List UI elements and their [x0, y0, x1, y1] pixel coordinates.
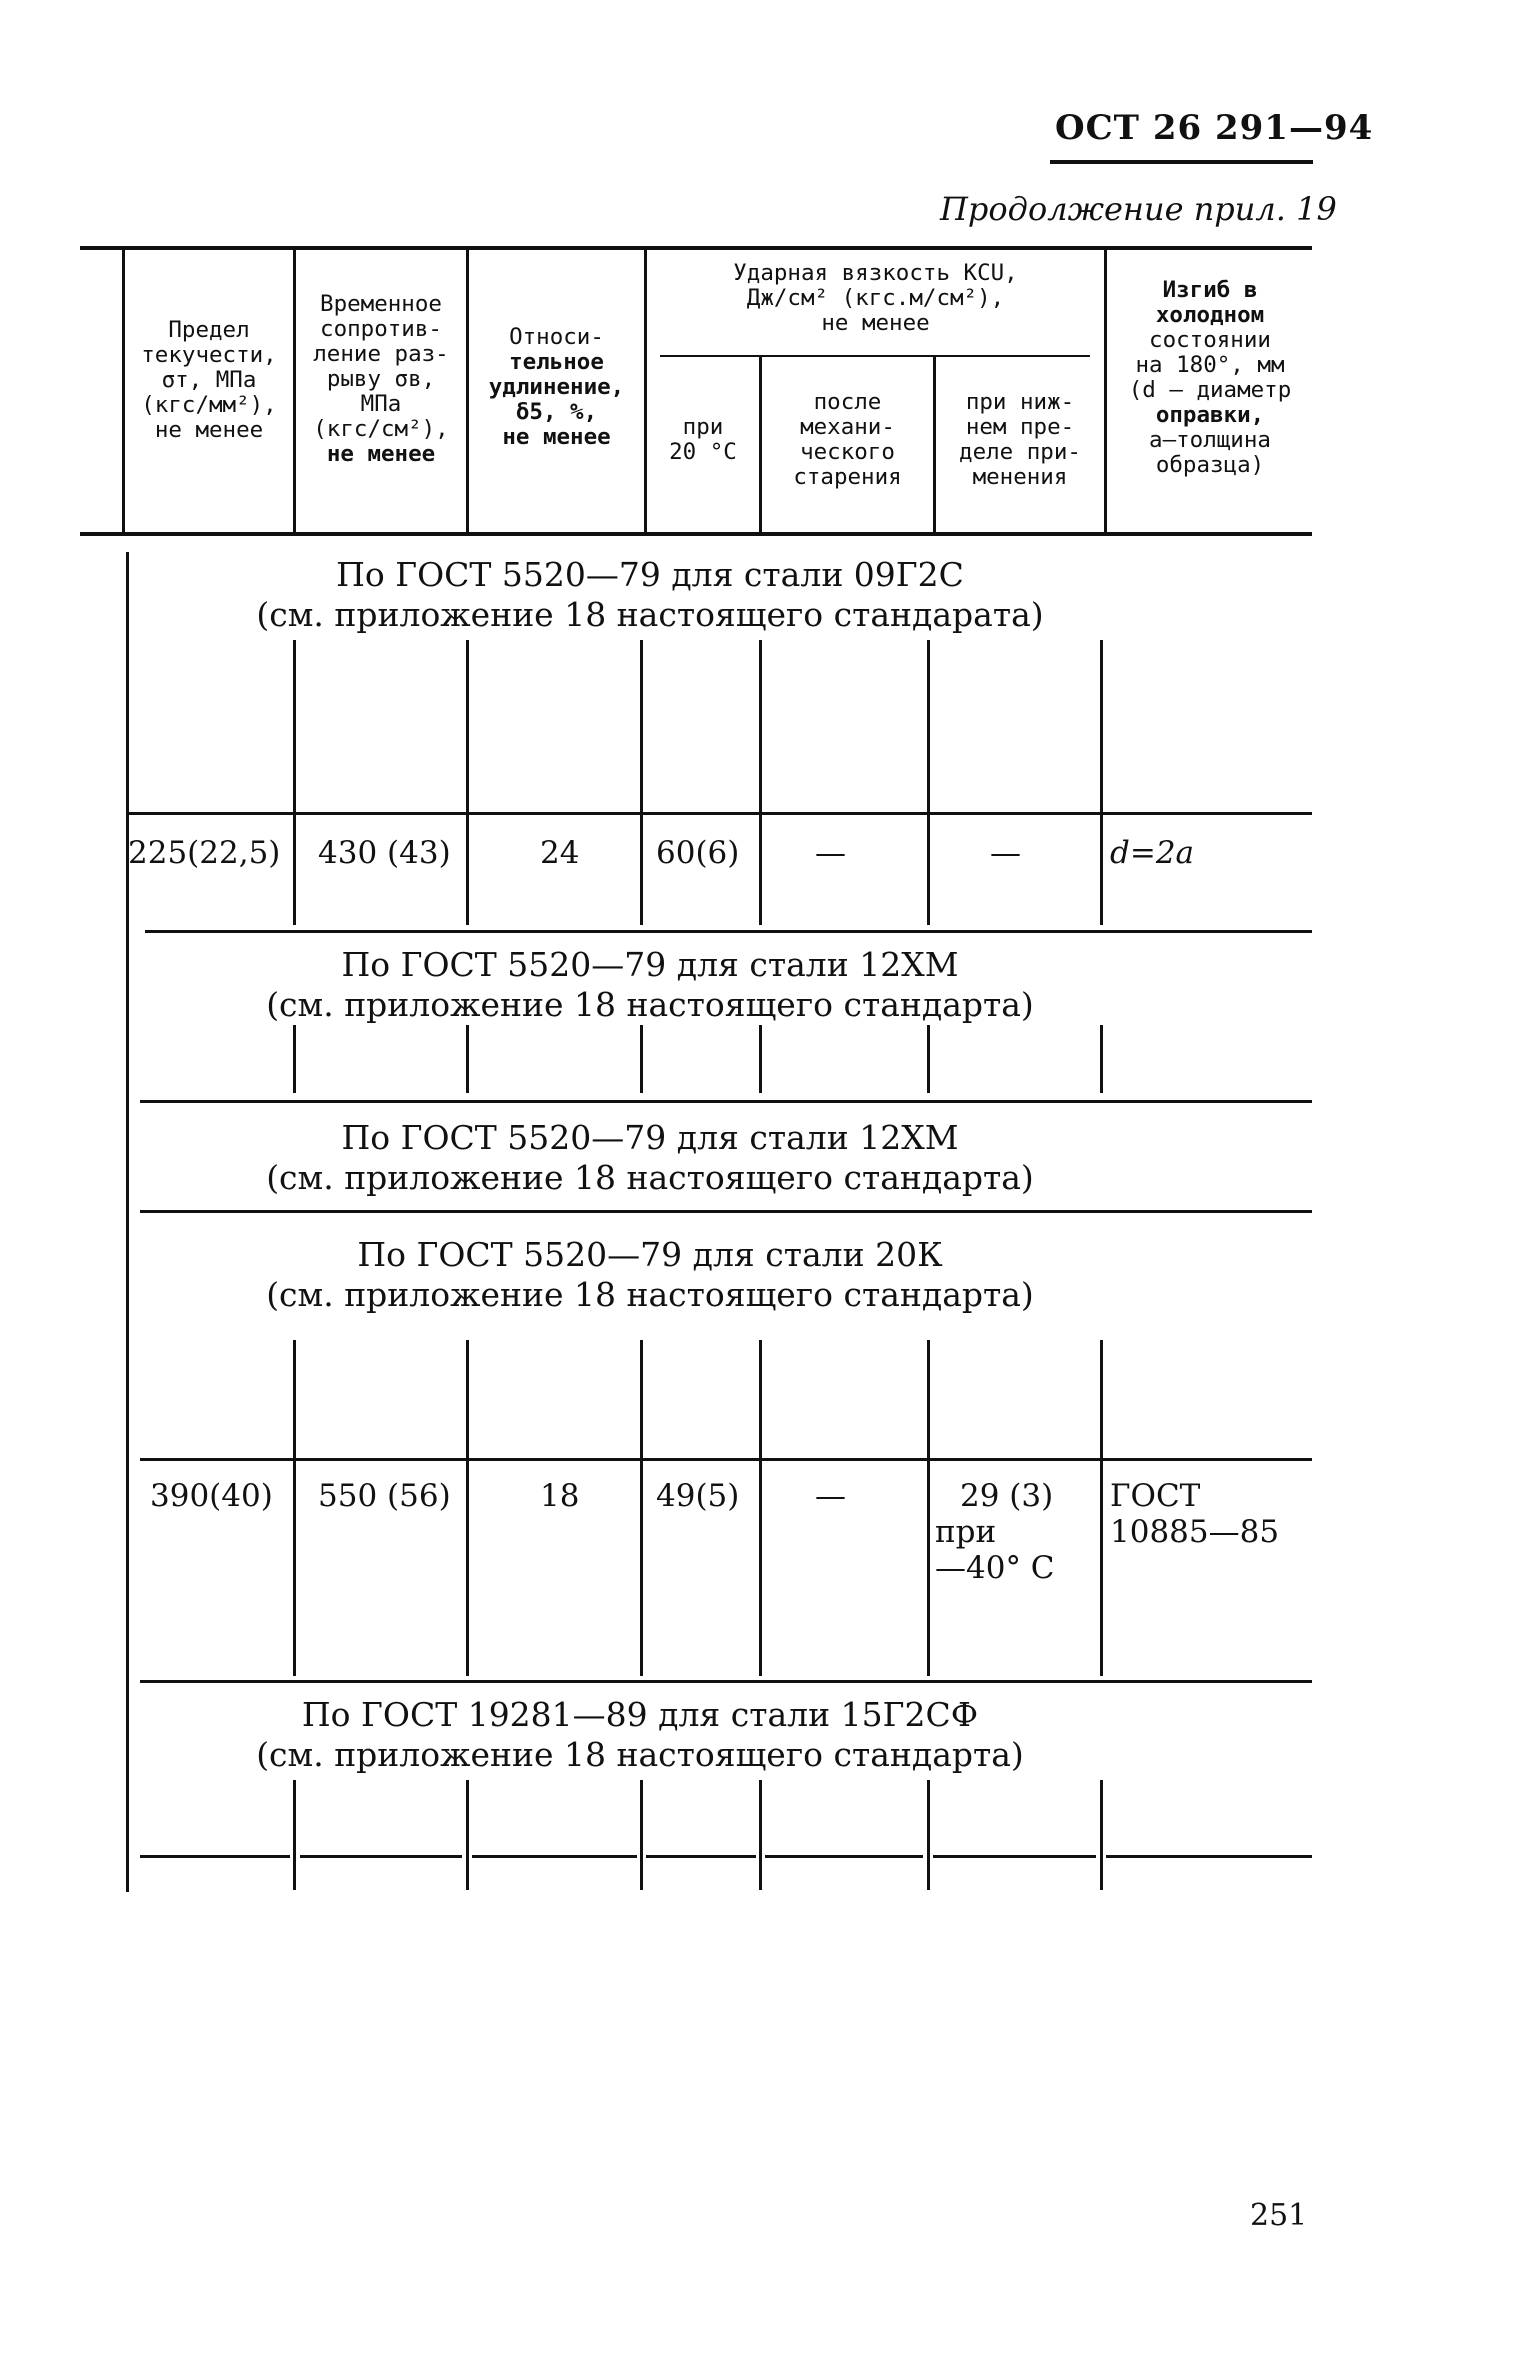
s4-stub-6: [1100, 1340, 1103, 1458]
s4-stub-5: [927, 1340, 930, 1458]
row1-top-rule: [126, 812, 1312, 815]
row2-bend: ГОСТ 10885—85: [1110, 1478, 1280, 1550]
header-top-rule: [80, 246, 1312, 250]
row2-impact-20c: 49(5): [656, 1478, 740, 1514]
header-divider-2: [466, 250, 469, 532]
row1-divider-1: [293, 815, 296, 925]
bottom-dash-5: [765, 1855, 923, 1858]
s2-stub-5: [927, 1025, 930, 1093]
row1-impact-20c: 60(6): [656, 835, 740, 871]
header-divider-0: [122, 250, 125, 532]
bottom-dash-6: [933, 1855, 1096, 1858]
row1-tensile: 430 (43): [318, 835, 451, 871]
body-left-border: [126, 552, 129, 1892]
s5-stub-1: [293, 1780, 296, 1890]
header-tensile-strength: Временное сопротив- ление раз- рыву σв, МПа (кгс/см²), не менее: [313, 291, 449, 467]
row1-divider-3: [640, 815, 643, 925]
row1-divider-4: [759, 815, 762, 925]
s1-stub-3: [640, 640, 643, 812]
section-heading-12hm-b: По ГОСТ 5520—79 для стали 12ХМ (см. приложение 18 настоящего стандарта): [266, 1118, 1034, 1197]
s1-stub-1: [293, 640, 296, 812]
header-elongation: Относи- тельное удлинение, δ5, %, не менее: [488, 324, 625, 450]
row2-tensile: 550 (56): [318, 1478, 451, 1514]
impact-group-rule: [660, 355, 1090, 357]
page-number: 251: [1250, 2198, 1308, 2233]
bottom-dash-1: [140, 1855, 290, 1858]
row2-yield: 390(40): [150, 1478, 273, 1514]
header-impact-low-limit: при ниж- нем пре- деле при- менения: [959, 389, 1081, 490]
header-impact-20c: при 20 °С: [669, 414, 737, 465]
row1-divider-5: [927, 815, 930, 925]
section4-top-rule: [140, 1210, 1312, 1213]
row1-bend: d=2a: [1110, 835, 1195, 871]
s4-stub-1: [293, 1340, 296, 1458]
header-bottom-rule: [80, 532, 1312, 536]
row2-divider-2: [466, 1461, 469, 1676]
s5-stub-2: [466, 1780, 469, 1890]
s2-stub-1: [293, 1025, 296, 1093]
s1-stub-4: [759, 640, 762, 812]
s1-stub-2: [466, 640, 469, 812]
section-heading-15g2sf: По ГОСТ 19281—89 для стали 15Г2СФ (см. приложение 18 настоящего стандарта): [256, 1695, 1024, 1774]
row1-yield: 225(22,5): [128, 835, 281, 871]
section5-top-rule: [140, 1680, 1312, 1683]
s5-stub-5: [927, 1780, 930, 1890]
row2-divider-6: [1100, 1461, 1103, 1676]
s5-stub-6: [1100, 1780, 1103, 1890]
row1-elongation: 24: [540, 835, 580, 871]
header-divider-4: [759, 356, 762, 532]
s4-stub-2: [466, 1340, 469, 1458]
s2-stub-2: [466, 1025, 469, 1093]
header-impact-aged: после механи- ческого старения: [793, 389, 902, 490]
header-yield-strength: Предел текучести, σт, МПа (кгс/мм²), не менее: [141, 317, 277, 443]
bottom-dash-3: [472, 1855, 637, 1858]
s2-stub-3: [640, 1025, 643, 1093]
s2-stub-4: [759, 1025, 762, 1093]
bottom-dash-4: [646, 1855, 756, 1858]
s1-stub-6: [1100, 640, 1103, 812]
header-divider-1: [293, 250, 296, 532]
row2-top-rule: [140, 1458, 1312, 1461]
header-divider-3: [644, 250, 647, 532]
row1-divider-2: [466, 815, 469, 925]
bottom-dash-2: [300, 1855, 462, 1858]
s2-stub-6: [1100, 1025, 1103, 1093]
header-divider-5: [933, 356, 936, 532]
row2-divider-1: [293, 1461, 296, 1676]
section-heading-12hm-a: По ГОСТ 5520—79 для стали 12ХМ (см. приложение 18 настоящего стандарта): [266, 945, 1034, 1024]
section-heading-20k: По ГОСТ 5520—79 для стали 20К (см. приложение 18 настоящего стандарта): [266, 1235, 1034, 1314]
row1-impact-low: —: [990, 835, 1021, 871]
document-number: ОСТ 26 291—94: [1055, 108, 1374, 148]
row2-impact-aged: —: [815, 1478, 846, 1514]
header-cold-bend: Изгиб в холодном состоянии на 180°, мм (d — диаметр оправки, а—толщина образца): [1128, 277, 1292, 478]
row2-divider-5: [927, 1461, 930, 1676]
section3-top-rule: [140, 1100, 1312, 1103]
section-heading-09g2s: По ГОСТ 5520—79 для стали 09Г2С (см. приложение 18 настоящего стандарата): [256, 555, 1044, 634]
s1-stub-5: [927, 640, 930, 812]
row2-divider-3: [640, 1461, 643, 1676]
row2-impact-low: 29 (3) при —40° С: [935, 1478, 1055, 1586]
continuation-label: Продолжение прил. 19: [940, 190, 1337, 228]
s5-stub-4: [759, 1780, 762, 1890]
s4-stub-3: [640, 1340, 643, 1458]
s5-stub-3: [640, 1780, 643, 1890]
row1-divider-6: [1100, 815, 1103, 925]
header-divider-6: [1104, 250, 1107, 532]
row1-impact-aged: —: [815, 835, 846, 871]
s4-stub-4: [759, 1340, 762, 1458]
row2-elongation: 18: [540, 1478, 580, 1514]
row2-divider-4: [759, 1461, 762, 1676]
section2-top-rule: [145, 930, 1312, 933]
header-impact-group: Ударная вязкость KCU, Дж/см² (кгс.м/см²), не менее: [733, 260, 1018, 336]
bottom-dash-7: [1106, 1855, 1312, 1858]
document-number-underline: [1050, 160, 1313, 164]
